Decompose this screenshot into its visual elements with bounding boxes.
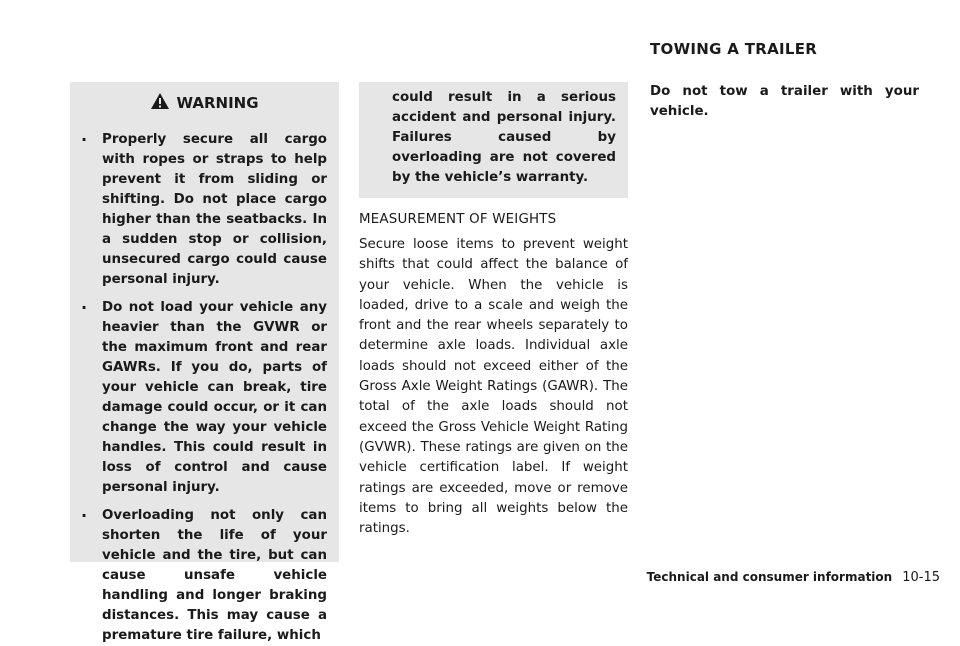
page-number: 10-15 <box>902 570 940 585</box>
measurement-body: Secure loose items to prevent weight shifts that could affect the balance of your vehicle. When the vehicle is loaded, drive to a scale and weigh the front and the rear wheels separately to determine axle loads. Individual axle loads should not exceed either of the Gross Axle Weight Ratings (GAWR). The total of the axle loads should not exceed the Gross Vehicle Weight Rating (GVWR). These ratings are given on the vehicle certification label. If weight ratings are exceeded, move or remove items to bring all weights below the ratings. <box>359 237 628 537</box>
towing-text: Do not tow a trailer with your vehicle. <box>650 84 919 119</box>
column-middle <box>359 82 628 539</box>
column-left <box>70 82 339 643</box>
warning-label: WARNING <box>176 94 259 112</box>
page-footer <box>620 570 940 585</box>
warning-header <box>70 92 339 114</box>
column-right <box>650 82 919 122</box>
warning-box-continued <box>359 82 628 198</box>
warning-item: . Overloading not only can shorten the life of your vehicle and the tire, but can cause unsafe vehicle handling and longer braking distances. This may cause a premature tire failure, which <box>70 506 327 646</box>
warning-triangle-icon <box>150 92 170 114</box>
warning-box <box>70 82 339 643</box>
warning-list <box>70 130 339 646</box>
measurement-heading: MEASUREMENT OF WEIGHTS <box>359 212 557 227</box>
warning-continuation: could result in a serious accident and personal injury. Failures caused by overloading are not covered by the vehicle’s warranty. <box>392 90 616 185</box>
warning-item: . Properly secure all cargo with ropes or straps to help prevent it from sliding or shifting. Do not place cargo higher than the seatbacks. In a sudden stop or collision, unsecured cargo could cause personal injury. <box>70 130 327 290</box>
section-title: TOWING A TRAILER <box>650 40 818 58</box>
chapter-name: Technical and consumer information <box>646 570 893 584</box>
warning-item: . Do not load your vehicle any heavier than the GVWR or the maximum front and rear GAWRs. If you do, parts of your vehicle can break, tire damage could occur, or it can change the way your vehicle handles. This could result in loss of control and cause personal injury. <box>70 298 327 498</box>
